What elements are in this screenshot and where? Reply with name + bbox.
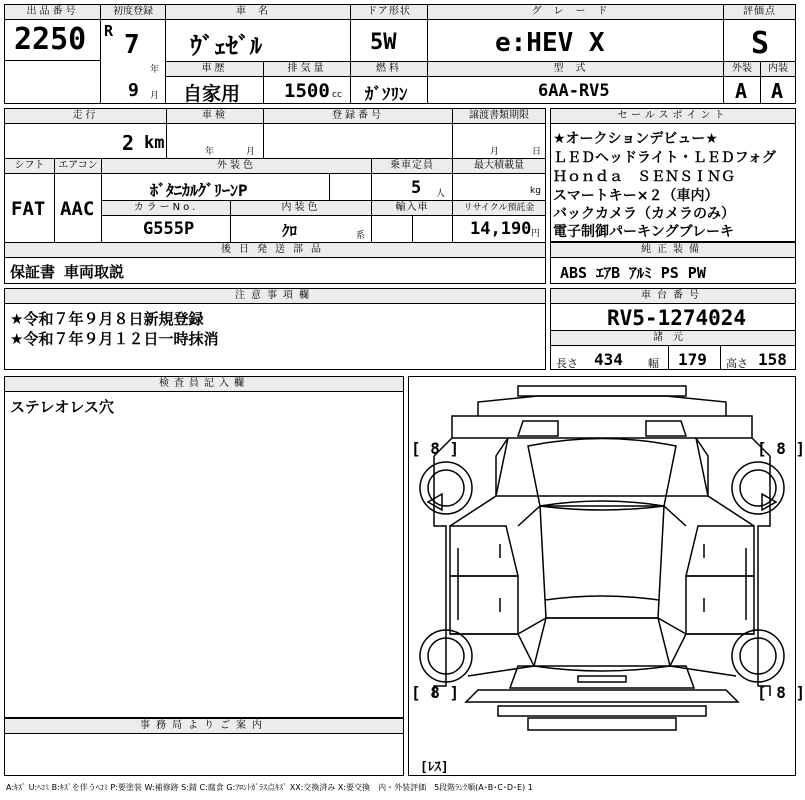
person-unit: 人 bbox=[436, 189, 446, 199]
body-color: ﾎﾞﾀﾆｶﾙｸﾞﾘｰﾝP bbox=[150, 181, 248, 200]
tread-rear-left: [ 8 ] bbox=[411, 683, 460, 702]
inspector-box bbox=[4, 376, 404, 718]
lot-header: 出品番号 bbox=[4, 4, 101, 20]
capacity-value: 5 bbox=[411, 178, 422, 198]
length-label: 長さ bbox=[556, 357, 578, 370]
height-label: 高さ bbox=[726, 357, 748, 370]
import-header: 輸入車 bbox=[371, 200, 453, 216]
kg-unit: kg bbox=[530, 186, 541, 196]
displacement-header: 排気量 bbox=[263, 61, 351, 77]
fuel: ｶﾞｿﾘﾝ bbox=[365, 85, 408, 105]
office-header: 事務局よりご案内 bbox=[4, 718, 404, 734]
interior-color: ｸﾛ bbox=[282, 222, 298, 240]
color-no-header: カラーNo. bbox=[101, 200, 231, 216]
inspection-header: 車検 bbox=[166, 108, 264, 124]
cc-unit: cc bbox=[332, 90, 342, 100]
later-parts-header: 後日発送部品 bbox=[4, 242, 546, 258]
selling-point: Ｈｏｎｄａ ＳＥＮＳＩＮＧ bbox=[553, 169, 735, 185]
model-header: 型式 bbox=[427, 61, 724, 77]
era-mark: R bbox=[104, 22, 114, 40]
grade-header: グレード bbox=[427, 4, 724, 20]
reg-month: 9 bbox=[128, 80, 139, 101]
selling-point: ＬＥＤヘッドライト・ＬＥＤフォグ bbox=[553, 150, 776, 166]
interior-header: 内装 bbox=[760, 61, 796, 77]
note-line: ★令和７年９月１２日一時抹消 bbox=[10, 330, 219, 348]
selling-point: バックカメラ（カメラのみ） bbox=[553, 206, 735, 222]
car-diagram bbox=[408, 376, 796, 776]
car-name: ｳﾞｪｾﾞﾙ bbox=[190, 32, 262, 60]
fuel-header: 燃料 bbox=[350, 61, 428, 77]
interior-score: A bbox=[771, 79, 784, 103]
recycle-fee: 14,190 bbox=[470, 219, 532, 239]
exterior-header: 外装 bbox=[723, 61, 761, 77]
recycle-header: リサイクル預託金 bbox=[452, 200, 546, 216]
inspection-month-unit: 月 bbox=[246, 147, 256, 157]
km-unit: km bbox=[144, 133, 165, 153]
score: S bbox=[751, 26, 770, 61]
selling-point: 電子制御パーキングブレーキ bbox=[553, 224, 735, 240]
legend: A:ｷｽﾞ U:ﾍｺﾐ B:ｷｽﾞを伴うﾍｺﾐ P:要塗装 W:補修跡 S:錆 C:腐食 G:ﾌﾛﾝﾄｶﾞﾗｽ点ｷｽﾞ XX:交換済み X:要交換 内・外装評価 5段階ﾗﾝｸ順(A･B･C･D･E) 1 bbox=[6, 783, 533, 792]
later-parts: 保証書 車両取説 bbox=[10, 263, 125, 281]
transfer-month-unit: 月 bbox=[490, 147, 500, 157]
max-load-header: 最大積載量 bbox=[452, 158, 546, 174]
aircon-header: エアコン bbox=[54, 158, 102, 174]
grade: e:HEV X bbox=[495, 28, 605, 58]
score-header: 評価点 bbox=[723, 4, 796, 20]
selling-point: スマートキー×２（車内） bbox=[553, 188, 719, 204]
yen-unit: 円 bbox=[531, 229, 541, 239]
dims-header: 諸元 bbox=[550, 330, 796, 346]
inspector-header: 検査員記入欄 bbox=[4, 376, 404, 392]
tread-rear-right: [ 8 ] bbox=[757, 683, 805, 702]
reg-year: 7 bbox=[124, 30, 140, 60]
width-value: 179 bbox=[678, 350, 707, 369]
tread-front-right: [ 8 ] bbox=[757, 439, 805, 458]
tread-front-left: [ 8 ] bbox=[411, 439, 460, 458]
door-type: 5W bbox=[370, 30, 397, 55]
first-reg-header: 初度登録 bbox=[100, 4, 166, 20]
car-history: 自家用 bbox=[183, 83, 241, 105]
reg-month-unit: 月 bbox=[150, 91, 160, 101]
kei-unit: 系 bbox=[356, 231, 366, 241]
transfer-day-unit: 日 bbox=[532, 147, 542, 157]
model-code: 6AA-RV5 bbox=[538, 81, 610, 101]
shift-value: FAT bbox=[11, 198, 46, 220]
aircon-value: AAC bbox=[60, 198, 95, 220]
chassis-header: 車台番号 bbox=[550, 288, 796, 304]
reg-no-header: 登録番号 bbox=[263, 108, 453, 124]
displacement: 1500 bbox=[284, 80, 330, 102]
inspection-year-unit: 年 bbox=[205, 147, 215, 157]
capacity-header: 乗車定員 bbox=[371, 158, 453, 174]
inspector-note: ステレオレス穴 bbox=[10, 398, 114, 416]
width-label: 幅 bbox=[648, 357, 659, 370]
height-value: 158 bbox=[758, 350, 787, 369]
car-name-header: 車名 bbox=[165, 4, 351, 20]
genuine-equipment: ABS ｴｱB ｱﾙﾐ PS PW bbox=[560, 264, 706, 282]
notes-header: 注意事項欄 bbox=[4, 288, 546, 304]
door-header: ドア形状 bbox=[350, 4, 428, 20]
body-color-header: 外装色 bbox=[101, 158, 372, 174]
reg-year-unit: 年 bbox=[150, 65, 160, 75]
color-no: G555P bbox=[143, 219, 195, 239]
exterior-score: A bbox=[735, 79, 748, 103]
chassis-number: RV5-1274024 bbox=[607, 306, 747, 330]
genuine-header: 純正装備 bbox=[550, 242, 796, 258]
spare-tire-status: [ﾚｽ] bbox=[420, 760, 449, 775]
interior-color-header: 内装色 bbox=[230, 200, 372, 216]
lot-number: 2250 bbox=[14, 22, 87, 57]
shift-header: シフト bbox=[4, 158, 55, 174]
mileage-value: 2 bbox=[122, 131, 135, 155]
selling-point: ★オークションデビュー★ bbox=[553, 131, 718, 147]
note-line: ★令和７年９月８日新規登録 bbox=[10, 310, 204, 328]
selling-points-header: セールスポイント bbox=[550, 108, 796, 124]
length-value: 434 bbox=[594, 350, 623, 369]
history-header: 車歴 bbox=[165, 61, 264, 77]
transfer-header: 譲渡書類期限 bbox=[452, 108, 546, 124]
mileage-header: 走行 bbox=[4, 108, 167, 124]
